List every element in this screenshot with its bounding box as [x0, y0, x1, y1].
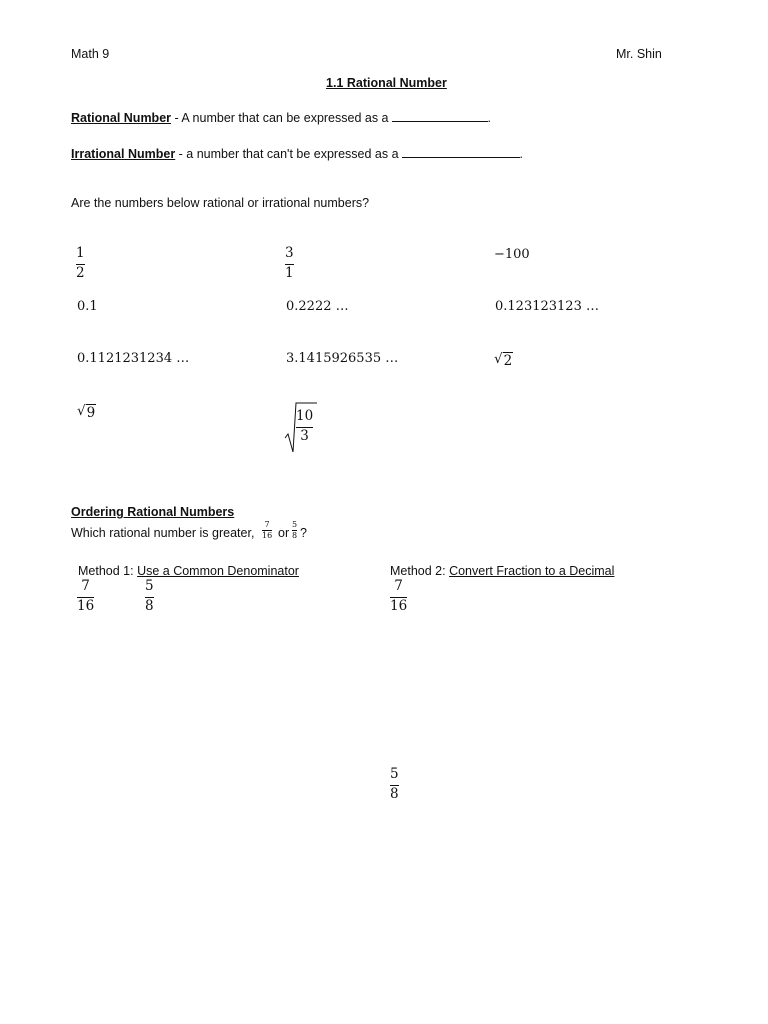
rational-term: Rational Number: [71, 111, 172, 125]
method-2-name: Convert Fraction to a Decimal: [449, 564, 615, 578]
numerator: 5: [390, 766, 399, 782]
rational-text: - A number that can be expressed as a: [171, 111, 389, 125]
irrational-text: - a number that can't be expressed as a: [175, 147, 399, 161]
inline-fraction-5-8: [292, 521, 297, 540]
method-1-fraction-7-16: [77, 579, 94, 614]
method-2-fraction-5-8: [390, 767, 399, 802]
teacher-name: Mr. Shin: [616, 47, 662, 61]
numerator: 3: [285, 245, 294, 261]
irrational-definition: [71, 146, 523, 161]
denominator: 3: [300, 427, 309, 444]
fraction-one-half: [76, 246, 85, 281]
denominator: 8: [292, 531, 298, 540]
page-title: 1.1 Rational Number: [326, 76, 447, 90]
method-1-heading: [78, 565, 299, 578]
denominator: 1: [285, 264, 294, 281]
numerator: 7: [264, 520, 270, 529]
denominator: 8: [145, 597, 154, 614]
method-1-prefix: Method 1:: [78, 564, 134, 578]
sqrt-ten-thirds-fraction: [296, 409, 313, 444]
inline-fraction-7-16: [262, 521, 272, 540]
method-2-prefix: Method 2:: [390, 564, 446, 578]
number-0-2222: 0.2222 …: [286, 299, 349, 314]
irrational-blank[interactable]: [402, 146, 520, 158]
ordering-heading: Ordering Rational Numbers: [71, 505, 235, 519]
course-name: Math 9: [71, 47, 110, 61]
number-0-1: 0.1: [77, 299, 98, 314]
rational-blank[interactable]: [392, 110, 488, 122]
method-1-name: Use a Common Denominator: [137, 564, 299, 578]
number-0-123123123: 0.123123123 …: [495, 299, 599, 314]
number-0-1121231234: 0.1121231234 …: [77, 351, 190, 366]
denominator: 8: [390, 785, 399, 802]
rational-end: .: [487, 111, 491, 125]
denominator: 16: [390, 597, 408, 614]
denominator: 16: [77, 597, 95, 614]
classify-question: Are the numbers below rational or irrational numbers?: [71, 196, 370, 210]
method-1-fraction-5-8: [145, 579, 154, 614]
numerator: 7: [394, 578, 403, 594]
irrational-term: Irrational Number: [71, 147, 176, 161]
fraction-three-over-one: [285, 246, 294, 281]
radicand: 2: [503, 353, 513, 369]
sqrt-nine: [77, 403, 96, 421]
numerator: 1: [76, 245, 85, 261]
rational-definition: [71, 110, 491, 125]
denominator: 2: [76, 264, 85, 281]
radical-sign: √: [494, 351, 503, 367]
irrational-end: .: [519, 147, 524, 161]
numerator: 7: [81, 578, 90, 594]
radicand: 9: [86, 405, 96, 421]
number-negative-100: −100: [494, 247, 530, 262]
ordering-question-start: Which rational number is greater,: [71, 526, 255, 540]
numerator: 10: [296, 408, 314, 424]
number-pi-approx: 3.1415926535 …: [286, 351, 399, 366]
ordering-question-end: ?: [300, 526, 307, 540]
numerator: 5: [145, 578, 154, 594]
ordering-or: or: [278, 526, 290, 540]
method-2-heading: [390, 565, 614, 578]
denominator: 16: [262, 531, 273, 540]
numerator: 5: [292, 520, 298, 529]
method-2-fraction-7-16: [390, 579, 407, 614]
radical-sign: √: [77, 403, 86, 419]
sqrt-two: [494, 351, 513, 369]
